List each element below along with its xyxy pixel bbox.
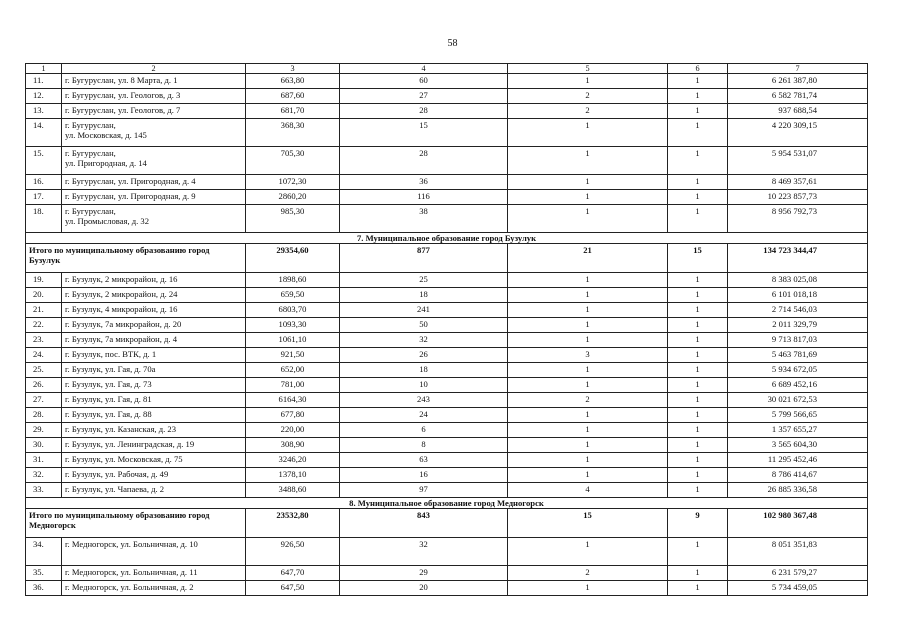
residents-cell: 28 bbox=[340, 104, 508, 119]
total-row bbox=[26, 244, 868, 273]
amount-cell: 26 885 336,58 bbox=[728, 483, 868, 498]
table-row bbox=[26, 538, 868, 566]
address-cell: г. Бугуруслан, ул. 8 Марта, д. 1 bbox=[62, 74, 246, 89]
column-header: 2 bbox=[62, 64, 246, 74]
residents-cell: 29 bbox=[340, 566, 508, 581]
table-row bbox=[26, 468, 868, 483]
row-number: 27. bbox=[26, 393, 62, 408]
total-residents-cell: 843 bbox=[340, 509, 508, 538]
area-cell: 1378,10 bbox=[246, 468, 340, 483]
count-cell-2: 1 bbox=[668, 303, 728, 318]
table-row bbox=[26, 363, 868, 378]
count-cell: 1 bbox=[508, 74, 668, 89]
row-number: 19. bbox=[26, 273, 62, 288]
column-header: 5 bbox=[508, 64, 668, 74]
area-cell: 1093,30 bbox=[246, 318, 340, 333]
row-number: 35. bbox=[26, 566, 62, 581]
amount-cell: 6 101 018,18 bbox=[728, 288, 868, 303]
count-cell: 1 bbox=[508, 408, 668, 423]
page-number: 58 bbox=[447, 38, 458, 49]
table-row bbox=[26, 393, 868, 408]
count-cell: 1 bbox=[508, 538, 668, 566]
address-cell: г. Бугуруслан, ул. Геологов, д. 3 bbox=[62, 89, 246, 104]
table-row bbox=[26, 74, 868, 89]
table-row bbox=[26, 288, 868, 303]
address-cell: г. Бугуруслан, ул. Пригородная, д. 4 bbox=[62, 175, 246, 190]
count-cell: 1 bbox=[508, 318, 668, 333]
total-label: Итого по муниципальному образованию город Медногорск bbox=[26, 509, 246, 538]
residents-cell: 18 bbox=[340, 363, 508, 378]
row-number: 30. bbox=[26, 438, 62, 453]
table-row bbox=[26, 423, 868, 438]
table-row bbox=[26, 205, 868, 233]
residents-cell: 16 bbox=[340, 468, 508, 483]
address-cell: г. Бузулук, 4 микрорайон, д. 16 bbox=[62, 303, 246, 318]
address-cell: г. Бузулук, 7а микрорайон, д. 4 bbox=[62, 333, 246, 348]
address-cell: г. Бугуруслан, ул. Пригородная, д. 14 bbox=[62, 147, 246, 175]
residents-cell: 8 bbox=[340, 438, 508, 453]
row-number: 14. bbox=[26, 119, 62, 147]
area-cell: 6164,30 bbox=[246, 393, 340, 408]
table-row bbox=[26, 190, 868, 205]
total-amount-cell: 134 723 344,47 bbox=[728, 244, 868, 273]
row-number: 34. bbox=[26, 538, 62, 566]
table-row bbox=[26, 273, 868, 288]
address-cell: г. Медногорск, ул. Больничная, д. 10 bbox=[62, 538, 246, 566]
amount-cell: 6 231 579,27 bbox=[728, 566, 868, 581]
area-cell: 663,80 bbox=[246, 74, 340, 89]
residents-cell: 32 bbox=[340, 538, 508, 566]
residents-cell: 63 bbox=[340, 453, 508, 468]
amount-cell: 8 051 351,83 bbox=[728, 538, 868, 566]
address-cell: г. Бузулук, ул. Казанская, д. 23 bbox=[62, 423, 246, 438]
count-cell: 1 bbox=[508, 288, 668, 303]
residents-cell: 6 bbox=[340, 423, 508, 438]
residents-cell: 24 bbox=[340, 408, 508, 423]
row-number: 29. bbox=[26, 423, 62, 438]
address-cell: г. Бузулук, ул. Гая, д. 81 bbox=[62, 393, 246, 408]
residents-cell: 243 bbox=[340, 393, 508, 408]
total-amount-cell: 102 980 367,48 bbox=[728, 509, 868, 538]
residents-cell: 36 bbox=[340, 175, 508, 190]
address-cell: г. Бугуруслан, ул. Пригородная, д. 9 bbox=[62, 190, 246, 205]
table-row bbox=[26, 438, 868, 453]
table-row bbox=[26, 333, 868, 348]
address-cell: г. Бузулук, 2 микрорайон, д. 16 bbox=[62, 273, 246, 288]
area-cell: 3246,20 bbox=[246, 453, 340, 468]
count-cell: 4 bbox=[508, 483, 668, 498]
residents-cell: 60 bbox=[340, 74, 508, 89]
count-cell: 1 bbox=[508, 363, 668, 378]
count-cell-2: 1 bbox=[668, 348, 728, 363]
column-header: 4 bbox=[340, 64, 508, 74]
column-header: 3 bbox=[246, 64, 340, 74]
residents-cell: 18 bbox=[340, 288, 508, 303]
count-cell: 1 bbox=[508, 581, 668, 596]
residents-cell: 32 bbox=[340, 333, 508, 348]
table-row bbox=[26, 483, 868, 498]
amount-cell: 3 565 604,30 bbox=[728, 438, 868, 453]
residents-cell: 15 bbox=[340, 119, 508, 147]
count-cell-2: 1 bbox=[668, 147, 728, 175]
count-cell-2: 1 bbox=[668, 74, 728, 89]
count-cell: 1 bbox=[508, 147, 668, 175]
total-area-cell: 23532,80 bbox=[246, 509, 340, 538]
amount-cell: 6 582 781,74 bbox=[728, 89, 868, 104]
count-cell-2: 1 bbox=[668, 423, 728, 438]
area-cell: 659,50 bbox=[246, 288, 340, 303]
table-row bbox=[26, 147, 868, 175]
area-cell: 1072,30 bbox=[246, 175, 340, 190]
count-cell: 1 bbox=[508, 468, 668, 483]
row-number: 11. bbox=[26, 74, 62, 89]
amount-cell: 5 954 531,07 bbox=[728, 147, 868, 175]
table-row bbox=[26, 303, 868, 318]
count-cell-2: 1 bbox=[668, 288, 728, 303]
area-cell: 6803,70 bbox=[246, 303, 340, 318]
row-number: 15. bbox=[26, 147, 62, 175]
row-number: 12. bbox=[26, 89, 62, 104]
count-cell-2: 1 bbox=[668, 363, 728, 378]
amount-cell: 8 956 792,73 bbox=[728, 205, 868, 233]
area-cell: 681,70 bbox=[246, 104, 340, 119]
area-cell: 705,30 bbox=[246, 147, 340, 175]
area-cell: 308,90 bbox=[246, 438, 340, 453]
amount-cell: 1 357 655,27 bbox=[728, 423, 868, 438]
address-cell: г. Бузулук, 7а микрорайон, д. 20 bbox=[62, 318, 246, 333]
row-number: 16. bbox=[26, 175, 62, 190]
count-cell: 1 bbox=[508, 190, 668, 205]
address-cell: г. Бугуруслан, ул. Геологов, д. 7 bbox=[62, 104, 246, 119]
amount-cell: 6 261 387,80 bbox=[728, 74, 868, 89]
row-number: 33. bbox=[26, 483, 62, 498]
table-body bbox=[26, 64, 868, 596]
amount-cell: 5 463 781,69 bbox=[728, 348, 868, 363]
count-cell-2: 1 bbox=[668, 205, 728, 233]
area-cell: 647,50 bbox=[246, 581, 340, 596]
table-row bbox=[26, 318, 868, 333]
amount-cell: 5 934 672,05 bbox=[728, 363, 868, 378]
area-cell: 2860,20 bbox=[246, 190, 340, 205]
residents-cell: 241 bbox=[340, 303, 508, 318]
count-cell: 2 bbox=[508, 104, 668, 119]
count-cell: 1 bbox=[508, 205, 668, 233]
table-row bbox=[26, 581, 868, 596]
count-cell-2: 1 bbox=[668, 190, 728, 205]
residents-cell: 20 bbox=[340, 581, 508, 596]
table-row bbox=[26, 175, 868, 190]
section-title: 7. Муниципальное образование город Бузулук bbox=[26, 233, 868, 244]
area-cell: 781,00 bbox=[246, 378, 340, 393]
count-cell-2: 1 bbox=[668, 318, 728, 333]
count-cell-2: 1 bbox=[668, 538, 728, 566]
address-cell: г. Бузулук, ул. Московская, д. 75 bbox=[62, 453, 246, 468]
residents-cell: 38 bbox=[340, 205, 508, 233]
column-header: 7 bbox=[728, 64, 868, 74]
table-row bbox=[26, 348, 868, 363]
residents-cell: 97 bbox=[340, 483, 508, 498]
count-cell: 1 bbox=[508, 175, 668, 190]
area-cell: 677,80 bbox=[246, 408, 340, 423]
column-header-row bbox=[26, 64, 868, 74]
row-number: 25. bbox=[26, 363, 62, 378]
area-cell: 652,00 bbox=[246, 363, 340, 378]
address-cell: г. Бугуруслан, ул. Промысловая, д. 32 bbox=[62, 205, 246, 233]
column-header: 6 bbox=[668, 64, 728, 74]
total-row bbox=[26, 509, 868, 538]
total-label: Итого по муниципальному образованию город Бузулук bbox=[26, 244, 246, 273]
table-row bbox=[26, 453, 868, 468]
amount-cell: 9 713 817,03 bbox=[728, 333, 868, 348]
address-cell: г. Бузулук, ул. Рабочая, д. 49 bbox=[62, 468, 246, 483]
count-cell: 3 bbox=[508, 348, 668, 363]
section-title: 8. Муниципальное образование город Медногорск bbox=[26, 498, 868, 509]
count-cell: 1 bbox=[508, 119, 668, 147]
address-cell: г. Бузулук, ул. Ленинградская, д. 19 bbox=[62, 438, 246, 453]
area-cell: 3488,60 bbox=[246, 483, 340, 498]
count-cell-2: 1 bbox=[668, 453, 728, 468]
count-cell-2: 1 bbox=[668, 566, 728, 581]
row-number: 28. bbox=[26, 408, 62, 423]
count-cell: 1 bbox=[508, 423, 668, 438]
total-count-cell: 15 bbox=[508, 509, 668, 538]
total-area-cell: 29354,60 bbox=[246, 244, 340, 273]
table-row bbox=[26, 89, 868, 104]
count-cell: 2 bbox=[508, 566, 668, 581]
residents-cell: 28 bbox=[340, 147, 508, 175]
area-cell: 926,50 bbox=[246, 538, 340, 566]
address-cell: г. Бузулук, ул. Гая, д. 73 bbox=[62, 378, 246, 393]
row-number: 13. bbox=[26, 104, 62, 119]
count-cell-2: 1 bbox=[668, 378, 728, 393]
area-cell: 687,60 bbox=[246, 89, 340, 104]
area-cell: 985,30 bbox=[246, 205, 340, 233]
row-number: 32. bbox=[26, 468, 62, 483]
address-cell: г. Бузулук, ул. Чапаева, д. 2 bbox=[62, 483, 246, 498]
address-cell: г. Бузулук, пос. ВТК, д. 1 bbox=[62, 348, 246, 363]
area-cell: 921,50 bbox=[246, 348, 340, 363]
amount-cell: 8 383 025,08 bbox=[728, 273, 868, 288]
table-row bbox=[26, 408, 868, 423]
row-number: 26. bbox=[26, 378, 62, 393]
count-cell: 2 bbox=[508, 89, 668, 104]
column-header: 1 bbox=[26, 64, 62, 74]
table-row bbox=[26, 104, 868, 119]
address-cell: г. Бузулук, ул. Гая, д. 88 bbox=[62, 408, 246, 423]
area-cell: 1898,60 bbox=[246, 273, 340, 288]
row-number: 17. bbox=[26, 190, 62, 205]
count-cell: 1 bbox=[508, 303, 668, 318]
amount-cell: 5 734 459,05 bbox=[728, 581, 868, 596]
count-cell-2: 1 bbox=[668, 438, 728, 453]
section-header-row bbox=[26, 498, 868, 509]
row-number: 20. bbox=[26, 288, 62, 303]
address-cell: г. Бузулук, 2 микрорайон, д. 24 bbox=[62, 288, 246, 303]
count-cell-2: 1 bbox=[668, 581, 728, 596]
count-cell-2: 1 bbox=[668, 89, 728, 104]
count-cell-2: 1 bbox=[668, 393, 728, 408]
amount-cell: 2 011 329,79 bbox=[728, 318, 868, 333]
area-cell: 647,70 bbox=[246, 566, 340, 581]
address-cell: г. Медногорск, ул. Больничная, д. 2 bbox=[62, 581, 246, 596]
table-row bbox=[26, 566, 868, 581]
area-cell: 1061,10 bbox=[246, 333, 340, 348]
amount-cell: 30 021 672,53 bbox=[728, 393, 868, 408]
row-number: 24. bbox=[26, 348, 62, 363]
total-residents-cell: 877 bbox=[340, 244, 508, 273]
area-cell: 368,30 bbox=[246, 119, 340, 147]
residents-cell: 10 bbox=[340, 378, 508, 393]
total-count-cell-2: 9 bbox=[668, 509, 728, 538]
amount-cell: 5 799 566,65 bbox=[728, 408, 868, 423]
count-cell-2: 1 bbox=[668, 468, 728, 483]
amount-cell: 11 295 452,46 bbox=[728, 453, 868, 468]
area-cell: 220,00 bbox=[246, 423, 340, 438]
amount-cell: 937 688,54 bbox=[728, 104, 868, 119]
count-cell: 1 bbox=[508, 378, 668, 393]
count-cell-2: 1 bbox=[668, 104, 728, 119]
address-cell: г. Медногорск, ул. Больничная, д. 11 bbox=[62, 566, 246, 581]
amount-cell: 4 220 309,15 bbox=[728, 119, 868, 147]
row-number: 36. bbox=[26, 581, 62, 596]
row-number: 22. bbox=[26, 318, 62, 333]
row-number: 31. bbox=[26, 453, 62, 468]
row-number: 21. bbox=[26, 303, 62, 318]
count-cell-2: 1 bbox=[668, 273, 728, 288]
amount-cell: 8 786 414,67 bbox=[728, 468, 868, 483]
count-cell-2: 1 bbox=[668, 119, 728, 147]
housing-table bbox=[25, 63, 868, 596]
residents-cell: 116 bbox=[340, 190, 508, 205]
count-cell-2: 1 bbox=[668, 483, 728, 498]
section-header-row bbox=[26, 233, 868, 244]
count-cell: 1 bbox=[508, 453, 668, 468]
count-cell: 1 bbox=[508, 333, 668, 348]
table-row bbox=[26, 119, 868, 147]
total-count-cell: 21 bbox=[508, 244, 668, 273]
count-cell-2: 1 bbox=[668, 333, 728, 348]
amount-cell: 6 689 452,16 bbox=[728, 378, 868, 393]
address-cell: г. Бугуруслан, ул. Московская, д. 145 bbox=[62, 119, 246, 147]
residents-cell: 26 bbox=[340, 348, 508, 363]
residents-cell: 50 bbox=[340, 318, 508, 333]
amount-cell: 2 714 546,03 bbox=[728, 303, 868, 318]
total-count-cell-2: 15 bbox=[668, 244, 728, 273]
residents-cell: 27 bbox=[340, 89, 508, 104]
count-cell-2: 1 bbox=[668, 175, 728, 190]
count-cell: 1 bbox=[508, 273, 668, 288]
residents-cell: 25 bbox=[340, 273, 508, 288]
address-cell: г. Бузулук, ул. Гая, д. 70а bbox=[62, 363, 246, 378]
row-number: 18. bbox=[26, 205, 62, 233]
amount-cell: 10 223 857,73 bbox=[728, 190, 868, 205]
count-cell: 2 bbox=[508, 393, 668, 408]
row-number: 23. bbox=[26, 333, 62, 348]
count-cell: 1 bbox=[508, 438, 668, 453]
count-cell-2: 1 bbox=[668, 408, 728, 423]
table-row bbox=[26, 378, 868, 393]
amount-cell: 8 469 357,61 bbox=[728, 175, 868, 190]
